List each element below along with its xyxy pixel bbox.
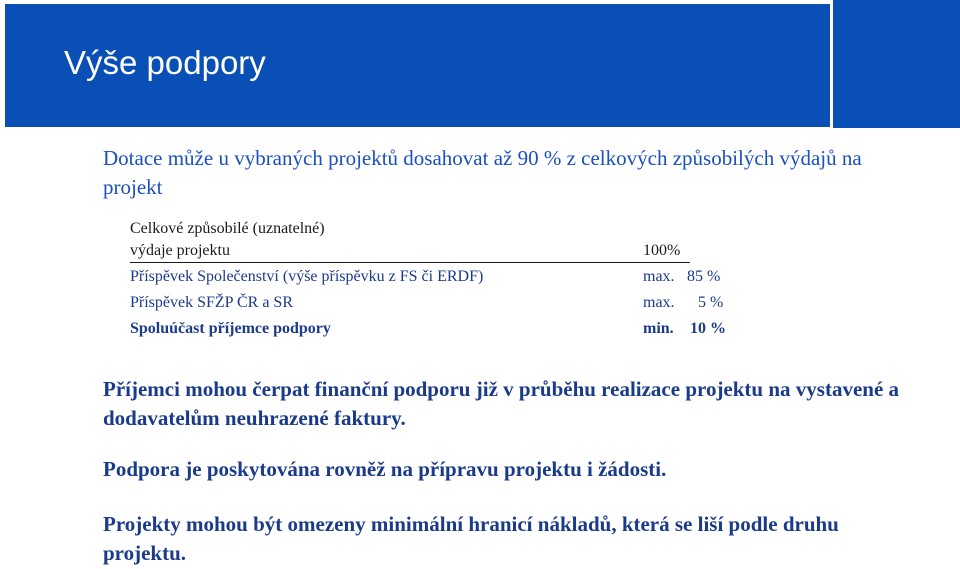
intro-text: Dotace může u vybraných projektů dosahovat až 90 % z celkových způsobilých výdajů na projekt xyxy=(103,146,862,199)
paragraph-invoices: Příjemci mohou čerpat finanční podporu již v průběhu realizace projektu na vystavené a dodavatelům neuhrazené faktury. xyxy=(103,377,900,430)
paragraph-preparation: Podpora je poskytována rovněž na přípravu projektu i žádosti. xyxy=(103,457,667,481)
row-value: 85 % xyxy=(687,268,721,285)
row-qualifier: min. xyxy=(643,320,674,337)
row-label: Příspěvek SFŽP ČR a SR xyxy=(130,294,293,311)
table-row xyxy=(130,268,750,294)
table-row xyxy=(130,320,750,346)
row-label: Spoluúčast příjemce podpory xyxy=(130,320,331,337)
table-heading-row xyxy=(130,220,750,242)
logo-panel xyxy=(833,0,960,128)
row-underline xyxy=(130,262,690,263)
table-row xyxy=(130,294,750,320)
table-row xyxy=(130,242,750,268)
row-value: 5 % xyxy=(698,294,724,311)
row-label: Příspěvek Společenství (výše příspěvku z FS či ERDF) xyxy=(130,268,484,285)
row-label: výdaje projektu xyxy=(130,242,230,259)
row-qualifier: max. xyxy=(643,294,675,311)
row-qualifier: max. xyxy=(643,268,675,285)
paragraph-cost-limit: Projekty mohou být omezeny minimální hranicí nákladů, která se liší podle druhu projektu. xyxy=(103,512,839,565)
row-value: 10 % xyxy=(690,320,726,337)
support-table xyxy=(130,220,750,346)
row-value: 100% xyxy=(643,242,681,259)
table-heading-label: Celkové způsobilé (uznatelné) xyxy=(130,220,325,237)
page-title: Výše podpory xyxy=(64,44,266,81)
